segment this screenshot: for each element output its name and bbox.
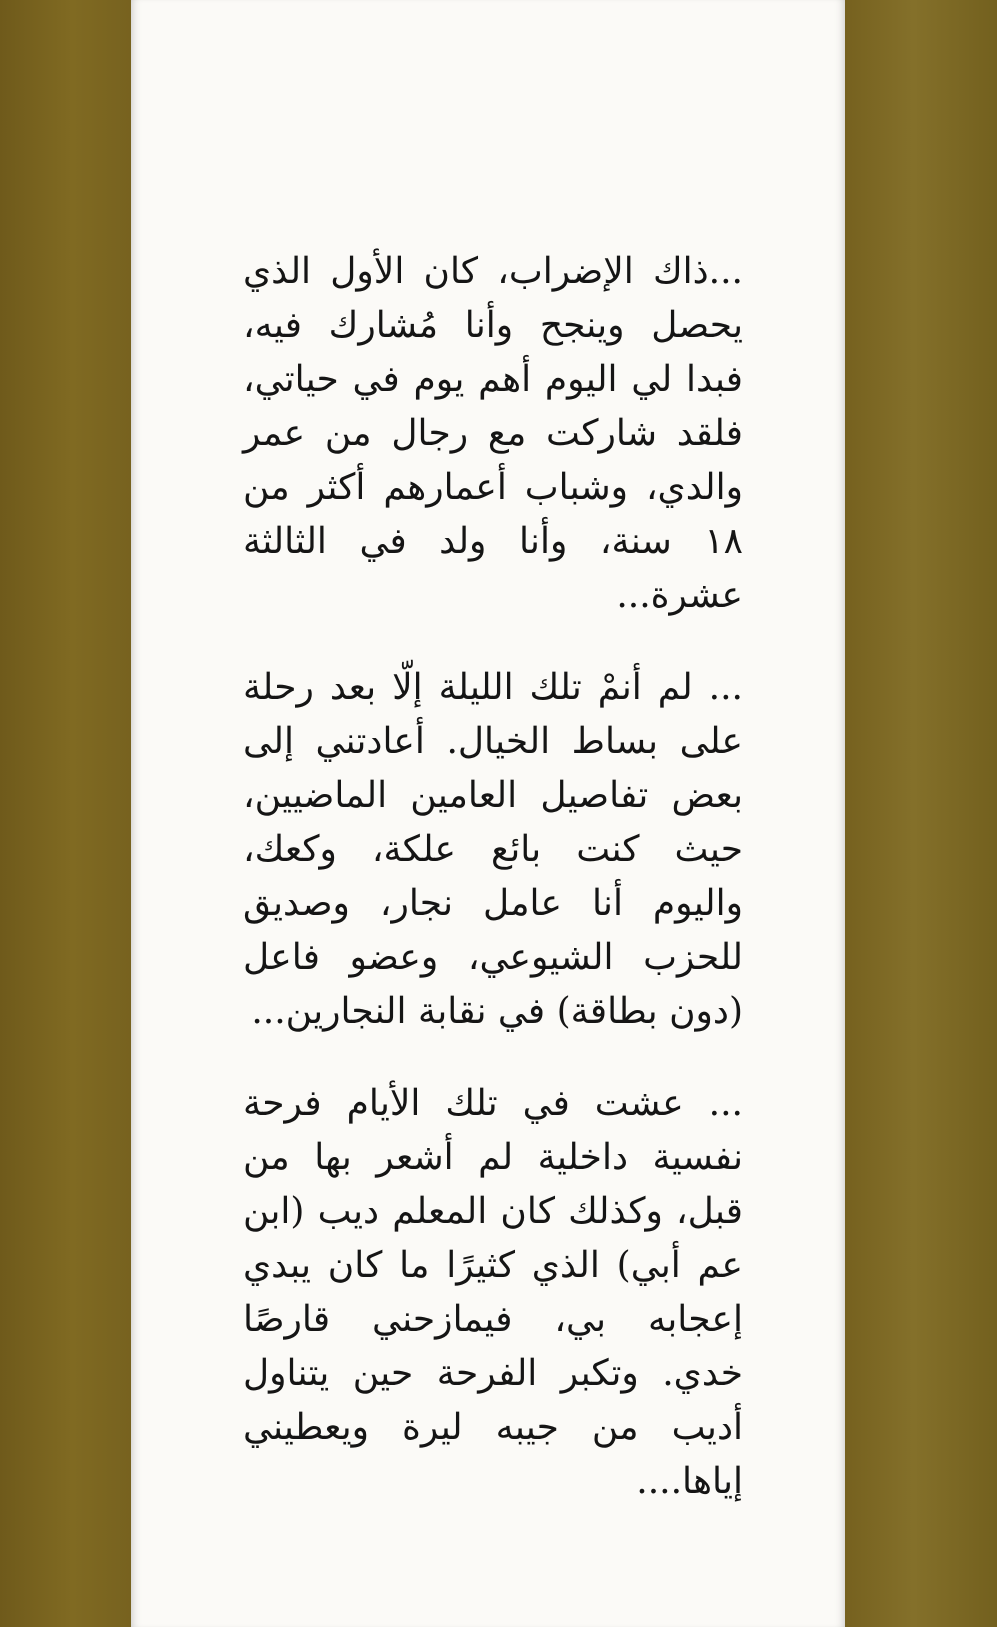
right-cover-stripe — [845, 0, 997, 1627]
paragraph-3: ... عشت في تلك الأيام فرحة نفسية داخلية لم أشعر بها من قبل، وكذلك كان المعلم ديب (ابن عم أبي) الذي كثيرًا ما كان يبدي إعجابه بي، فيمازحني قارصًا خدي. وتكبر الفرحة حين يتناول أديب من جيبه ليرة ويعطيني إياها.... — [243, 1083, 743, 1502]
left-cover-stripe — [0, 0, 131, 1627]
paragraph-2: ... لم أنمْ تلك الليلة إلّا بعد رحلة على بساط الخيال. أعادتني إلى بعض تفاصيل العامين الماضيين، حيث كنت بائع علكة، وكعك، واليوم أنا عامل نجار، وصديق للحزب الشيوعي، وعضو فاعل (دون بطاقة) في نقابة النجارين... — [243, 667, 743, 1032]
text-block — [243, 245, 743, 1547]
paragraph-1: ...ذاك الإضراب، كان الأول الذي يحصل وينجح وأنا مُشارك فيه، فبدا لي اليوم أهم يوم في حياتي، فلقد شاركت مع رجال من عمر والدي، وشباب أعمارهم أكثر من ١٨ سنة، وأنا ولد في الثالثة عشرة... — [243, 251, 743, 616]
book-page — [131, 0, 845, 1627]
